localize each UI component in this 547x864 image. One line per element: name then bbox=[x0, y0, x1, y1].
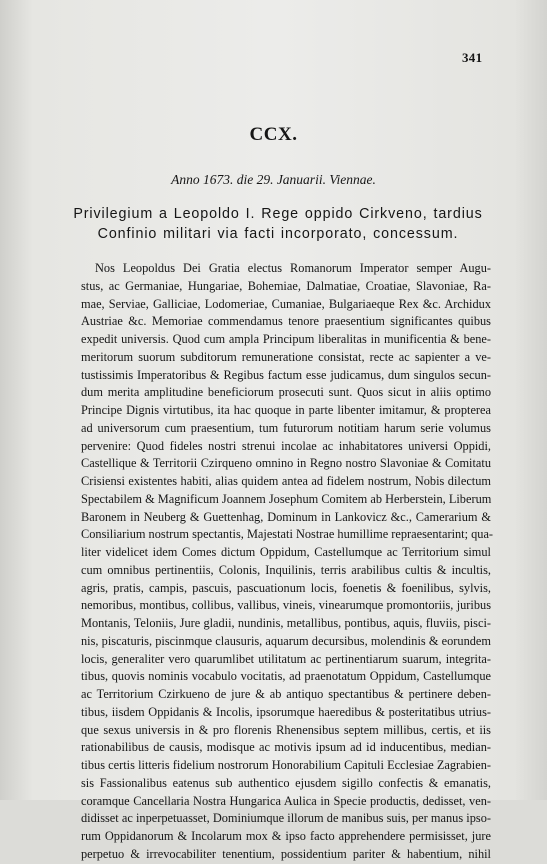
body-line: Montanis, Teloniis, Jure gladii, nundinis, metallibus, pontibus, aquis, fluviis, pisci- bbox=[81, 616, 491, 630]
body-line: perpetuo & irrevocabiliter tenentium, possidentium pariter & habentium, nihil bbox=[81, 846, 491, 861]
body-line: didisset ac inperpetuasset, Dominiumque illorum de manibus suis, per manus ipso- bbox=[81, 811, 491, 826]
body-line: Spectabilem & Magnificum Joannem Josephum Comitem ab Herberstein, Liberum bbox=[81, 491, 492, 506]
body-line: Principe Dignis virtutibus, ita hac quoque in parte libenter imitamur, & propterea bbox=[81, 403, 491, 417]
body-line: sis Fassionalibus eatenus sub authentico ejusdem sigillo confectis & emanatis, bbox=[81, 775, 491, 790]
body-line: tibus, quovis nominis vocabulo vocitatis, ad praenotatum Oppidum, Castellumque bbox=[81, 669, 491, 684]
page-number: 341 bbox=[462, 50, 483, 65]
body-line: locis, generaliter vero quarumlibet utilitatum ac pertinentiarum suarum, integrita- bbox=[81, 651, 491, 666]
body-line: mae, Serviae, Galliciae, Lodomeriae, Cumaniae, Bulgariaeque Rex &c. Archidux bbox=[81, 296, 491, 311]
body-line: rationabilibus de causis, modisque ac motivis ipsum ad id inducentibus, median- bbox=[81, 740, 491, 755]
body-line: expedit universis. Quod cum ampla Principum liberalitas in munificentia & bene- bbox=[81, 332, 491, 346]
body-line: Consiliarium nostrum spectantis, Majestati Nostrae humillime repraesentarint; qua- bbox=[81, 527, 494, 542]
body-line: Austriae &c. Memoriae commendamus tenore praesentium significantes quibus bbox=[81, 314, 491, 329]
body-line: nis, piscaturis, piscinmque clausuris, aquarum decursibus, molendinis & eorundem bbox=[81, 633, 491, 648]
body-line: tibus certis litteris fidelium nostrorum Honorabilium Capituli Ecclesiae Zagrabien- bbox=[81, 758, 491, 772]
body-line: agris, pratis, campis, pascuis, pascuationum locis, foenetis & foenilibus, sylvis, bbox=[81, 580, 491, 595]
body-line: Crisiensi existentes habiti, alias quidem antea ad fidelem nostrum, Nobis dilectum bbox=[81, 474, 491, 488]
body-line: liter videlicet idem Comes dictum Oppidum, Castellumque ac Territorium simul bbox=[81, 545, 491, 559]
body-line: pervenire: Quod fideles nostri strenui incolae ac inhabitatores universi Oppidi, bbox=[81, 438, 491, 453]
body-line: dum merita amplitudine beneficiorum prosecuti sunt. Quos sicut in aliis optimo bbox=[81, 385, 491, 400]
body-line: rum Oppidanorum & Incolarum mox & ipso facto apprehendere permisisset, jure bbox=[81, 829, 491, 843]
body-line: ac Territorium Czirkueno de jure & ab antiquo spectantibus & pertinere deben- bbox=[81, 687, 491, 701]
body-line: cum omnibus pertinentiis, Colonis, Inquilinis, terris arabilibus cultis & incultis, bbox=[81, 562, 491, 577]
body-line: Castellique & Territorii Czirqueno omnino in Regno nostro Slavoniae & Comitatu bbox=[81, 456, 491, 471]
body-line: Nos Leopoldus Dei Gratia electus Romanorum Imperator semper Augu- bbox=[95, 261, 491, 275]
body-line: ad universorum cum praesentium, tum futurorum notitiam harum serie volumus bbox=[81, 420, 491, 435]
document-number: CCX. bbox=[249, 124, 298, 145]
heading-line: Privilegium a Leopoldo I. Rege oppido Cirkveno, tardius bbox=[73, 206, 483, 222]
document-heading bbox=[40, 204, 516, 244]
body-line: que sexus universis in & pro florenis Rhenensibus septem millibus, certis, et iis bbox=[81, 722, 491, 737]
body-line: meritorum suorum subditorum remuneratione consistat, recte ac sapienter a ve- bbox=[81, 349, 491, 364]
body-line: stus, ac Germaniae, Hungariae, Bohemiae, Dalmatiae, Croatiae, Slavoniae, Ra- bbox=[81, 278, 491, 293]
body-line: tibus, iisdem Oppidanis & Incolis, ipsorumque haeredibus & posteritatibus utrius- bbox=[81, 704, 491, 719]
body-line: Baronem in Neuberg & Guettenhag, Dominum in Lankovicz &c., Camerarium & bbox=[81, 509, 491, 524]
heading-line: Confinio militari via facti incorporato, concessum. bbox=[97, 226, 459, 242]
document-body bbox=[81, 260, 494, 864]
body-line: nemoribus, montibus, collibus, vallibus, vineis, vinearumque promontoriis, juribus bbox=[81, 598, 491, 613]
dateline: Anno 1673. die 29. Januarii. Viennae. bbox=[171, 172, 376, 187]
body-line: coramque Cancellaria Nostra Hungarica Aulica in Specie productis, dedisset, ven- bbox=[81, 793, 491, 808]
body-line: tustissimis Imperatoribus & Regibus factum esse judicamus, dum singulos secun- bbox=[81, 367, 491, 382]
